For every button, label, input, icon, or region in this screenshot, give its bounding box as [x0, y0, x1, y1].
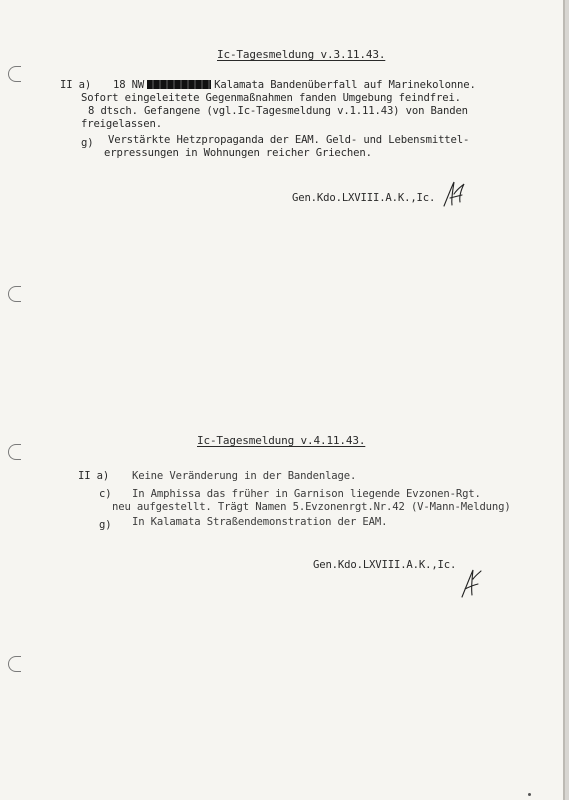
report1-signature-block: Gen.Kdo.LXVIII.A.K.,Ic.: [292, 192, 436, 204]
punch-hole-mark: [8, 656, 21, 672]
report2-item-c-label: c): [99, 488, 112, 500]
report2-item-g-label: g): [99, 519, 112, 531]
report2-signature-block: Gen.Kdo.LXVIII.A.K.,Ic.: [313, 559, 457, 571]
report1-item-a-line1-pre: 18 NW: [113, 79, 145, 91]
handwritten-signature-1: [440, 178, 470, 210]
report1-item-a-line1-post: Kalamata Bandenüberfall auf Marinekolonne.: [214, 79, 476, 91]
report2-item-g-text: In Kalamata Straßendemonstration der EAM.: [132, 516, 388, 528]
report1-item-a-label: II a): [60, 79, 92, 91]
report1-item-a-line3: 8 dtsch. Gefangene (vgl.Ic-Tagesmeldung v.1.11.43) von Banden: [88, 105, 468, 117]
report1-title: Ic-Tagesmeldung v.3.11.43.: [217, 48, 386, 61]
report2-item-c-line1: In Amphissa das früher in Garnison liegende Evzonen-Rgt.: [132, 488, 481, 500]
redaction-bar: [147, 80, 211, 89]
report1-item-a-line2: Sofort eingeleitete Gegenmaßnahmen fanden Umgebung feindfrei.: [81, 92, 461, 104]
report2-item-c-line2: neu aufgestellt. Trägt Namen 5.Evzonenrgt.Nr.42 (V-Mann-Meldung): [112, 501, 511, 513]
report1-item-a-line1: [113, 79, 476, 91]
report2-item-a-text: Keine Veränderung in der Bandenlage.: [132, 470, 357, 482]
report2-title: Ic-Tagesmeldung v.4.11.43.: [197, 434, 366, 447]
report1-item-a-line4: freigelassen.: [81, 118, 162, 130]
punch-hole-mark: [8, 66, 21, 82]
handwritten-signature-2: [456, 565, 486, 601]
paper-speck: [528, 793, 531, 796]
report1-item-g-line2: erpressungen in Wohnungen reicher Griechen.: [104, 147, 372, 159]
punch-hole-mark: [8, 444, 21, 460]
report1-item-g-line1: Verstärkte Hetzpropaganda der EAM. Geld- und Lebensmittel-: [108, 134, 470, 146]
report1-item-g-label: g): [81, 137, 94, 149]
report2-item-a-label: II a): [78, 470, 110, 482]
punch-hole-mark: [8, 286, 21, 302]
